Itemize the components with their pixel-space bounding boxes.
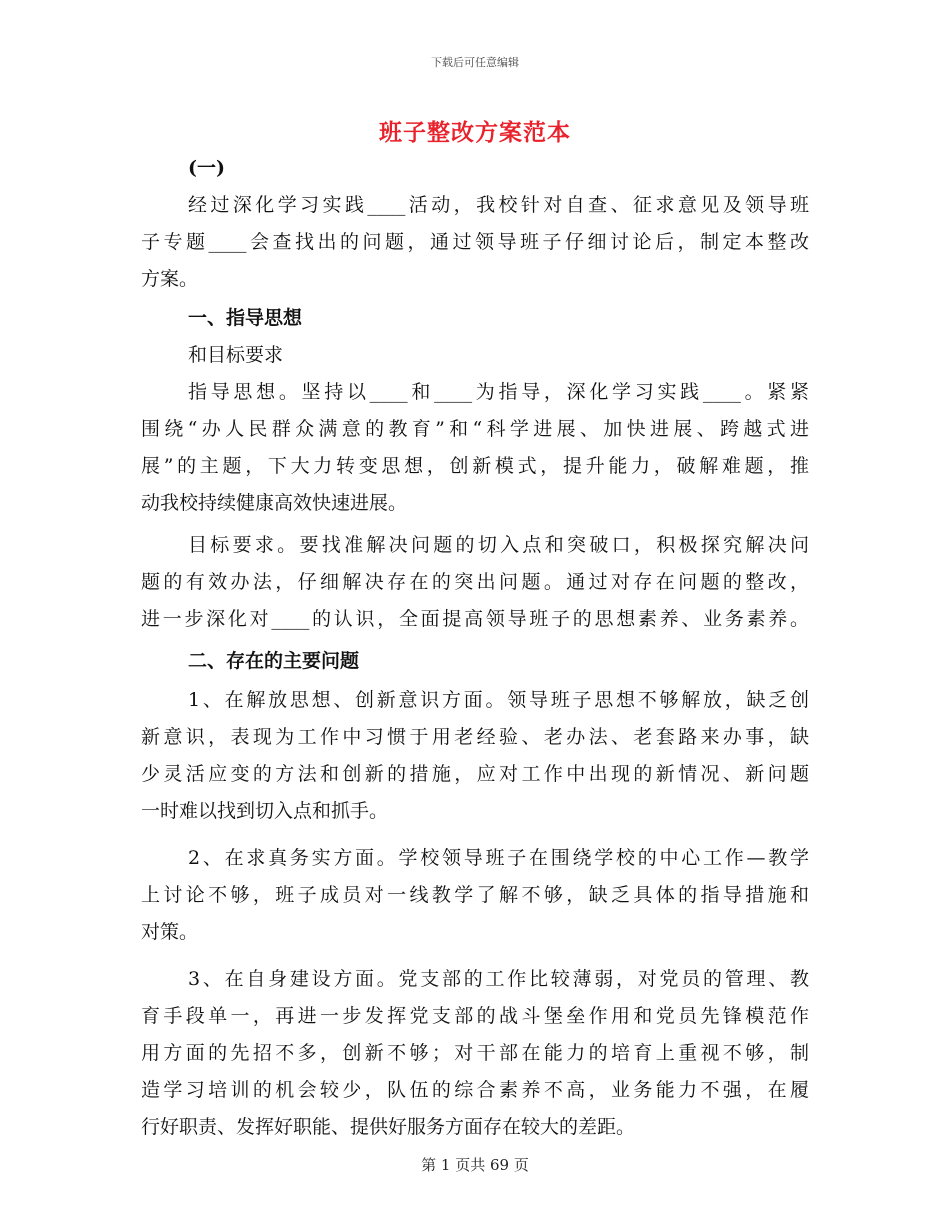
problem-item-3: [141, 961, 809, 1146]
problem-item-1: [141, 682, 809, 830]
target-paragraph: [141, 527, 809, 638]
document-body: [141, 150, 809, 1146]
page-footer: 第 1 页共 69 页: [421, 1156, 529, 1174]
intro-paragraph: [141, 187, 809, 298]
paragraph-line: 行好职责、发挥好职能、提供好服务方面存在较大的差距。: [141, 1116, 636, 1138]
paragraph-line: 上讨论不够，班子成员对一线教学了解不够，缺乏具体的指导措施和: [141, 884, 809, 906]
guiding-paragraph: [141, 374, 809, 522]
heading-main-problems: 二、存在的主要问题: [188, 650, 360, 672]
problem-item-2: [141, 840, 809, 951]
paragraph-line: 经过深化学习实践____活动，我校针对自查、征求意见及领导班: [188, 194, 809, 216]
document-title: 班子整改方案范本: [379, 119, 571, 146]
paragraph-line: 目标要求。要找准解决问题的切入点和突破口，积极探究解决问: [188, 534, 809, 556]
paragraph-line: 1、在解放思想、创新意识方面。领导班子思想不够解放，缺乏创: [188, 689, 809, 711]
paragraph-line: 展”的主题，下大力转变思想，创新模式，提升能力，破解难题，推: [141, 455, 809, 477]
heading-subline: 和目标要求: [188, 344, 284, 366]
paragraph-line: 对策。: [141, 921, 199, 943]
paragraph-line: 造学习培训的机会较少，队伍的综合素养不高，业务能力不强，在履: [141, 1079, 809, 1101]
heading-guiding-thought: 一、指导思想: [188, 307, 303, 329]
paragraph-line: 新意识，表现为工作中习惯于用老经验、老办法、老套路来办事，缺: [141, 726, 809, 748]
paragraph-line: 育手段单一，再进一步发挥党支部的战斗堡垒作用和党员先锋模范作: [141, 1005, 809, 1027]
section-label: (一): [188, 157, 225, 179]
paragraph-line: 2、在求真务实方面。学校领导班子在围绕学校的中心工作—教学: [188, 847, 809, 869]
paragraph-line: 3、在自身建设方面。党支部的工作比较薄弱，对党员的管理、教: [188, 968, 809, 990]
paragraph-line: 方案。: [141, 268, 199, 290]
paragraph-line: 少灵活应变的方法和创新的措施，应对工作中出现的新情况、新问题: [141, 763, 809, 785]
paragraph-line: 围绕“办人民群众满意的教育”和“科学进展、加快进展、跨越式进: [141, 418, 809, 440]
paragraph-line: 动我校持续健康高效快速进展。: [141, 492, 408, 514]
paragraph-line: 用方面的先招不多，创新不够；对干部在能力的培育上重视不够，制: [141, 1042, 809, 1064]
paragraph-line: 题的有效办法，仔细解决存在的突出问题。通过对存在问题的整改，: [141, 571, 809, 593]
header-note: 下载后可任意编辑: [431, 56, 519, 69]
paragraph-line: 子专题____会查找出的问题，通过领导班子仔细讨论后，制定本整改: [141, 231, 809, 253]
paragraph-line: 指导思想。坚持以____和____为指导，深化学习实践____。紧紧: [188, 381, 809, 403]
paragraph-line: 一时难以找到切入点和抓手。: [141, 800, 389, 822]
paragraph-line: 进一步深化对____的认识，全面提高领导班子的思想素养、业务素养。: [141, 608, 809, 630]
